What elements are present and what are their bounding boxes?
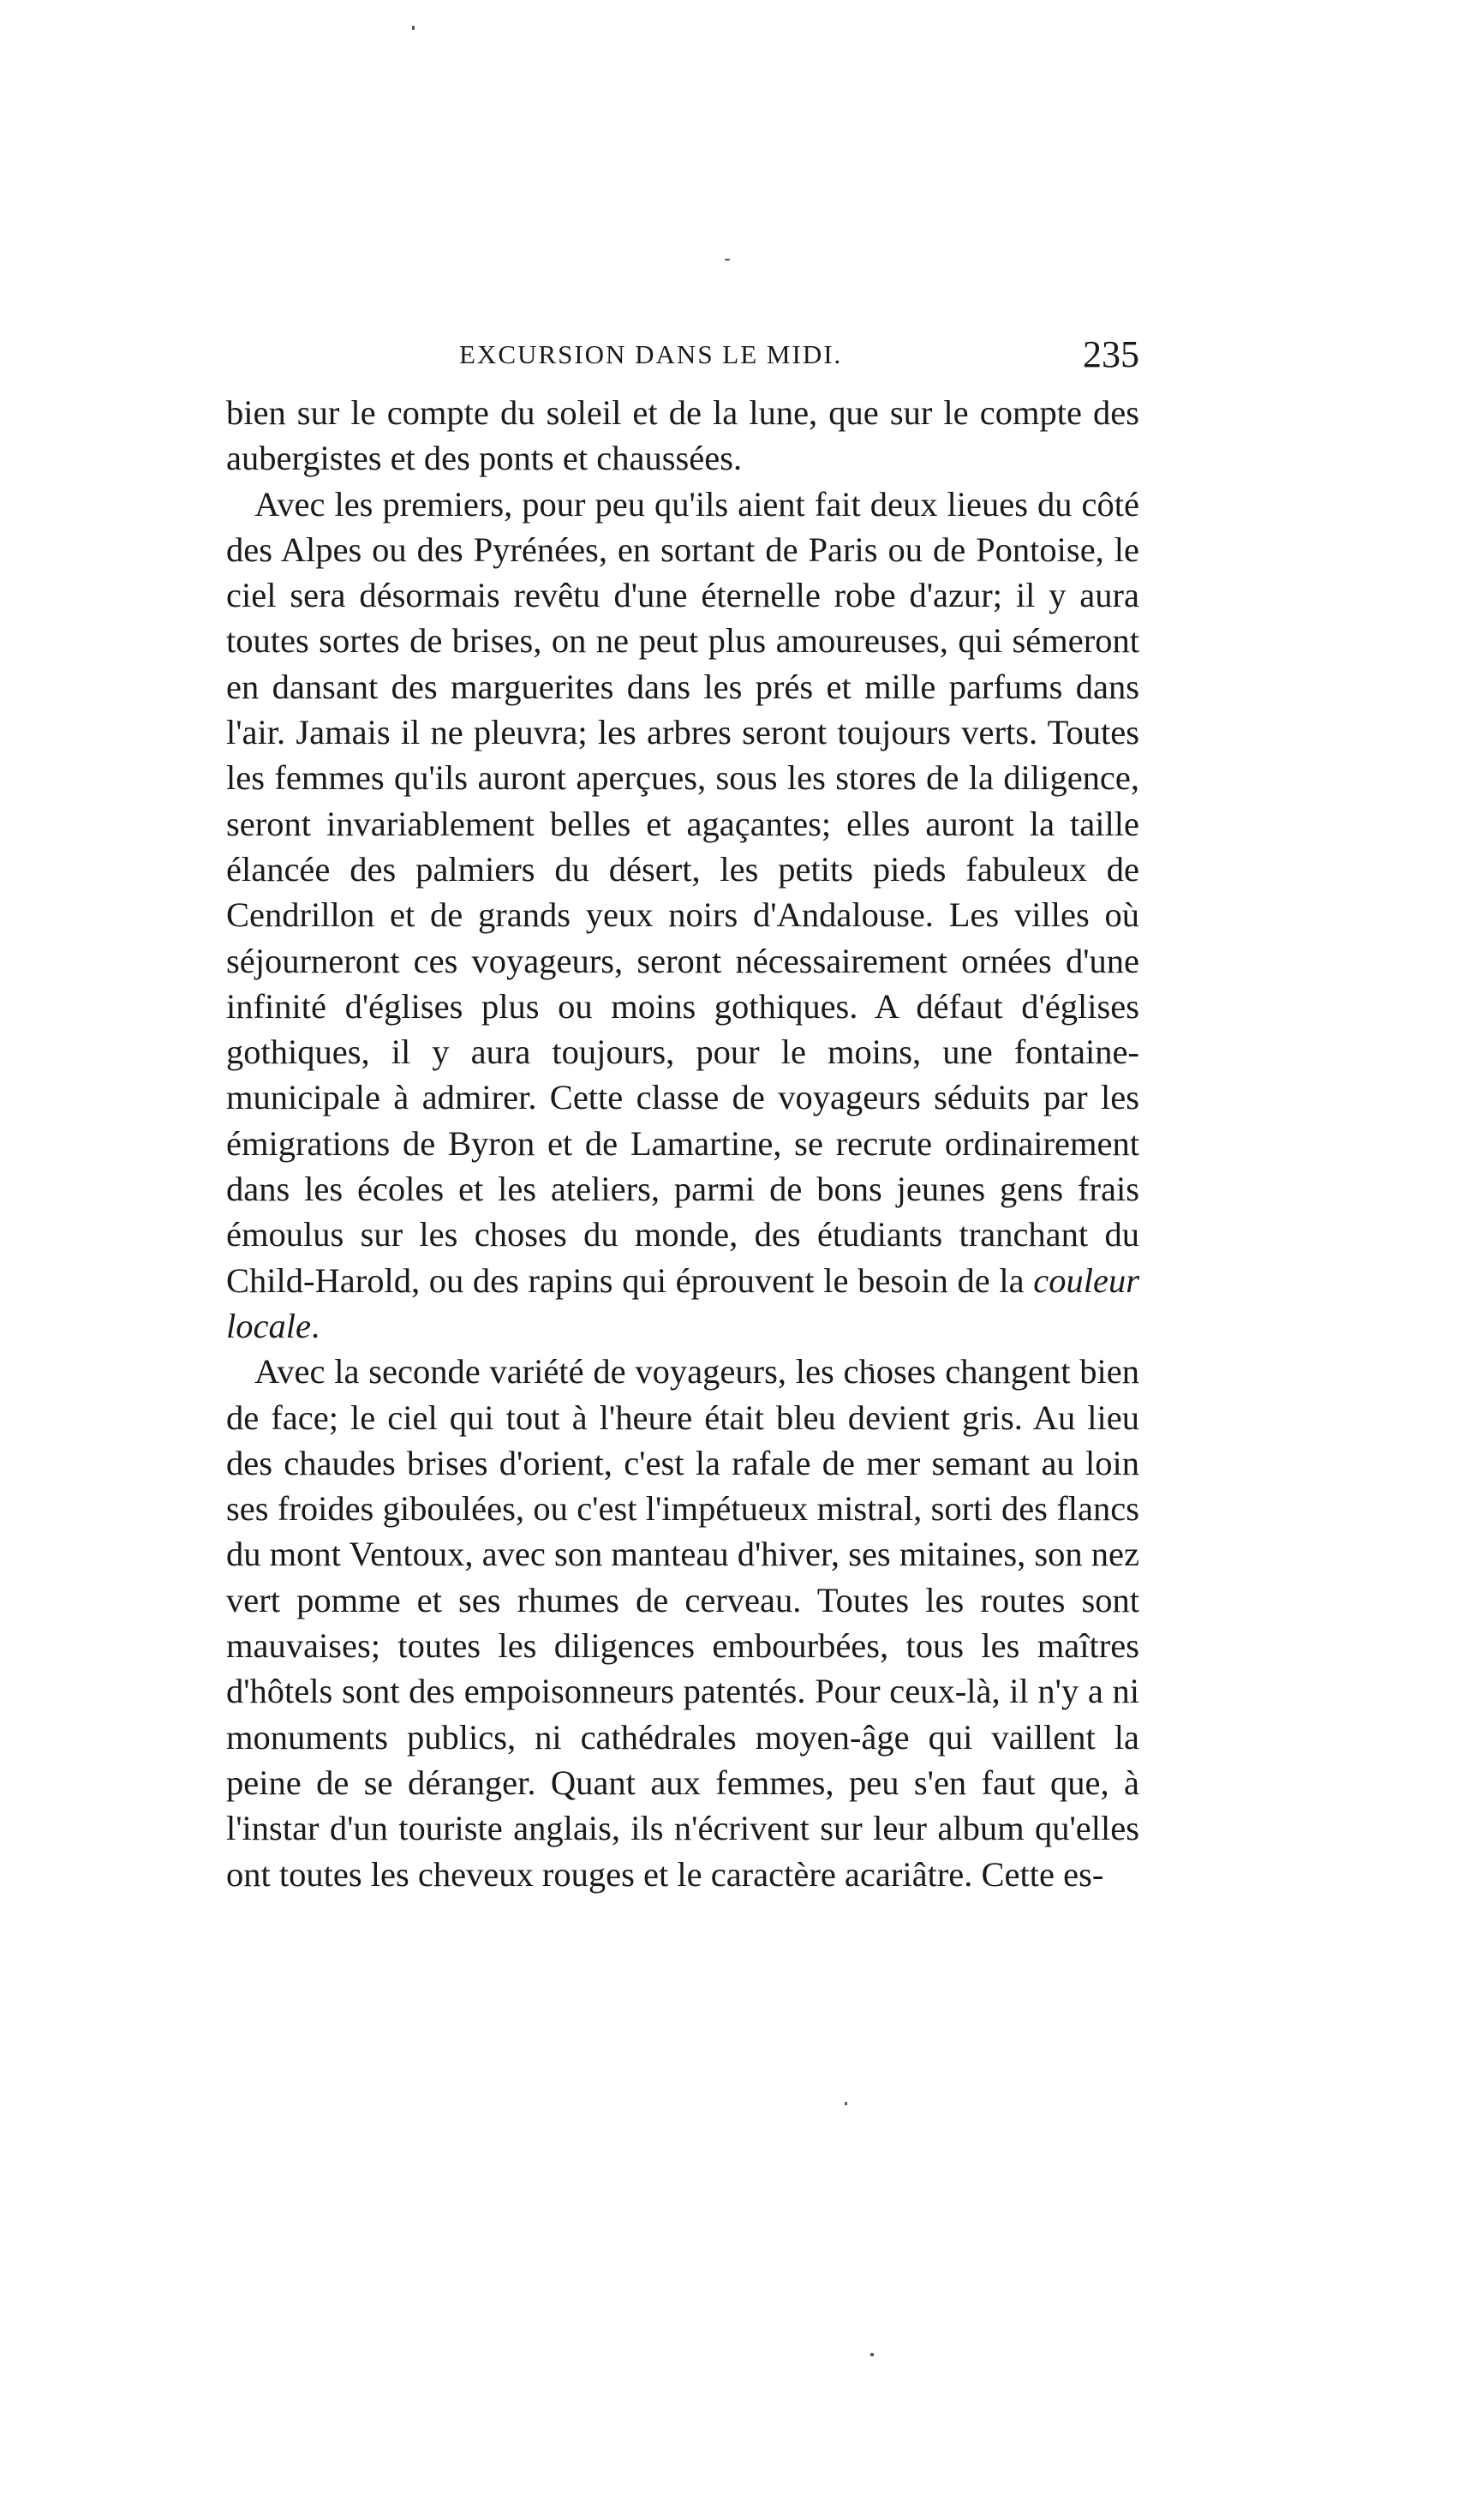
- paragraph-text: Avec les premiers, pour peu qu'ils aient fait deux lieues du côté des Alpes ou des Pyrénées, en sortant de Paris ou de Pontoise, le ciel sera désormais revêtu d'une éternelle robe d'azur; il y aura toutes sortes de brises, on ne peut plus amoureuses, qui sémeront en dansant des marguerites dans les prés et mille parfums dans l'air. Jamais il ne pleuvra; les arbres seront toujours verts. Toutes les femmes qu'ils auront aperçues, sous les stores de la diligence, seront invariablement belles et agaçantes; elles auront la taille élancée des palmiers du désert, les petits pieds fabuleux de Cendrillon et de grands yeux noirs d'Andalouse. Les villes où séjourneront ces voyageurs, seront nécessairement ornées d'une infinité d'églises plus ou moins gothiques. A défaut d'églises gothiques, il y aura toujours, pour le moins, une fontaine-municipale à admirer. Cette classe de voyageurs séduits par les émigrations de Byron et de Lamartine, se recrute ordinairement dans les écoles et les ateliers, parmi de bons jeunes gens frais émoulus sur les choses du monde, des étudiants tranchant du Child-Harold, ou des rapins qui éprouvent le besoin de la: [226, 484, 1139, 1300]
- running-head: [226, 332, 1139, 384]
- paragraph-end: .: [310, 1306, 320, 1345]
- running-title: EXCURSION DANS LE MIDI.: [459, 339, 843, 369]
- paper-speck: [870, 2353, 874, 2356]
- body-text: [226, 390, 1139, 1897]
- paper-speck: [412, 26, 415, 30]
- italic-phrase: couleur locale: [226, 1260, 1140, 1345]
- paper-speck: [725, 259, 730, 260]
- page-number: 235: [1083, 333, 1139, 375]
- paragraph-continuation: bien sur le compte du soleil et de la lune, que sur le compte des aubergistes et des ponts et chaussées.: [226, 393, 1139, 478]
- paragraph: Avec la seconde variété de voyageurs, les choses changent bien de face; le ciel qui tout à l'heure était bleu devient gris. Au lieu des chaudes brises d'orient, c'est la rafale de mer semant au loin ses froides giboulées, ou c'est l'impétueux mistral, sorti des flancs du mont Ventoux, avec son manteau d'hiver, ses mitaines, son nez vert pomme et ses rhumes de cerveau. Toutes les routes sont mauvaises; toutes les diligences embourbées, tous les maîtres d'hôtels sont des empoisonneurs patentés. Pour ceux-là, il n'y a ni monuments publics, ni cathédrales moyen-âge qui vaillent la peine de se déranger. Quant aux femmes, peu s'en faut que, à l'instar d'un touriste anglais, ils n'écrivent sur leur album qu'elles ont toutes les cheveux rouges et le caractère acariâtre. Cette es-: [226, 1352, 1139, 1894]
- paper-speck: [845, 2102, 847, 2105]
- paragraph: [226, 482, 1139, 1350]
